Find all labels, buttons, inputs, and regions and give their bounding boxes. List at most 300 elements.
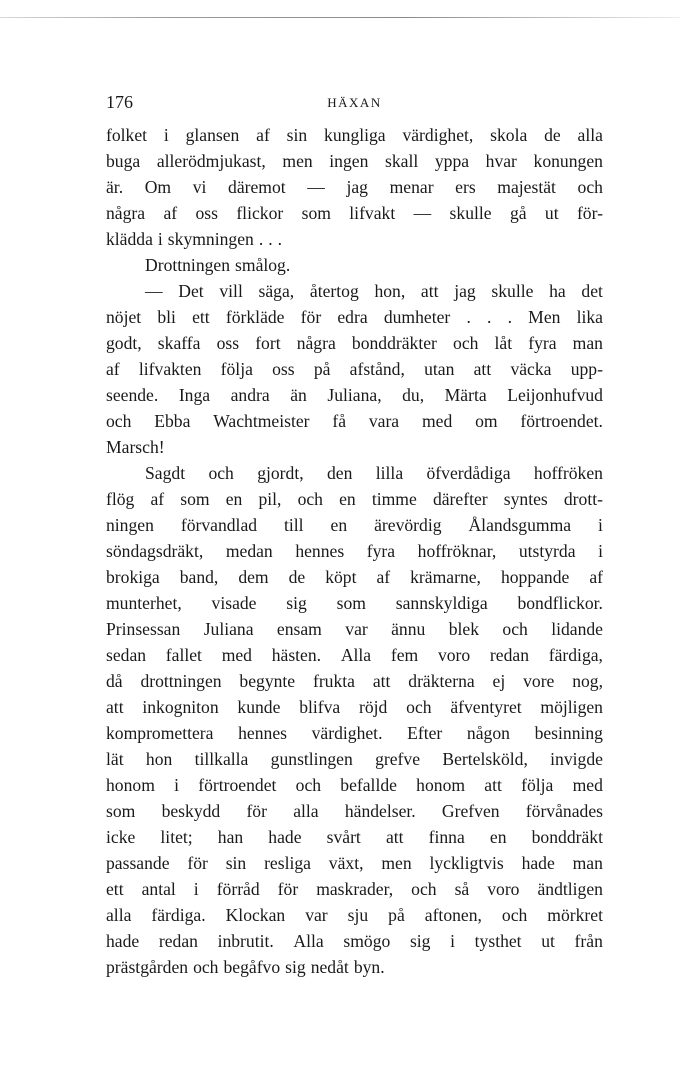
text-line [106,382,603,408]
word: och [406,697,432,717]
word: Klockan [225,905,286,925]
word: honom [106,775,155,795]
word: för- [576,203,603,223]
word: sin [225,853,247,873]
word: som [336,593,366,613]
word: en [489,827,507,847]
word: ut [544,203,559,223]
word: nedåt [310,957,349,977]
word: är. [106,177,124,197]
text-line [106,798,603,824]
word: utan [424,359,455,379]
word: alla [106,905,132,925]
word: och [295,775,322,795]
word: du, [402,385,425,405]
word: gunstlingen [270,749,353,769]
word: redan [489,645,529,665]
word: Bertelsköld, [442,749,528,769]
running-title: HÄXAN [327,95,382,110]
word: Sagdt [145,463,186,483]
word: färdiga. [151,905,206,925]
text-line [106,746,603,772]
word: maskrader, [316,879,394,899]
word: timme [371,489,417,509]
word: lidande [551,619,603,639]
word: hade [521,853,555,873]
word: sin [286,125,308,145]
word: då [106,671,123,691]
word: ningen [106,515,154,535]
word: förråd [216,879,260,899]
word: upp- [570,359,603,379]
word: Wachtmeister [213,411,310,431]
word: tysthet [474,931,522,951]
word: . [258,229,264,249]
word: krämarne, [410,567,481,587]
word: resliga [264,853,311,873]
word: beskydd [161,801,221,821]
word: var [345,619,368,639]
word: frukta [312,671,355,691]
word: nog, [572,671,603,691]
word: antal [141,879,176,899]
word: så [454,879,470,899]
word: alla [577,125,603,145]
word: voro [437,645,471,665]
body-text [106,122,603,980]
word: Efter [407,723,443,743]
word: bondflickor. [517,593,603,613]
word: växt, [328,853,364,873]
word: inbrutit. [217,931,274,951]
word: grefve [375,749,421,769]
text-line [106,174,603,200]
word: hennes [295,541,345,561]
word: att [473,359,492,379]
word: följa [521,775,554,795]
word: Alla [293,931,324,951]
word: och [208,463,234,483]
word: Inga [178,385,211,405]
word: fallet [165,645,202,665]
scan-edge-line [0,17,680,18]
word: från [574,931,603,951]
word: skulle [491,281,534,301]
word: värdighet. [311,723,383,743]
word: Märta [444,385,487,405]
word: skulle [449,203,492,223]
word: voro [487,879,520,899]
word: på [313,359,331,379]
text-line [106,590,603,616]
text-line [106,902,603,928]
word: yppa [434,151,470,171]
word: vill [219,281,243,301]
word: med [572,775,603,795]
word: sig [409,931,431,951]
word: följa [220,359,253,379]
word: munterhet, [106,593,182,613]
word: oss [272,359,295,379]
word: som [301,203,331,223]
word: hennes [238,723,287,743]
text-line [106,642,603,668]
word: kompromettera [106,723,214,743]
word: godt, [106,333,142,353]
word: förvånades [525,801,603,821]
word: hoffröknar, [417,541,497,561]
word: fem [390,645,419,665]
text-line [106,720,603,746]
word: syntes [503,489,548,509]
word: vara [368,411,400,431]
word: skaffa [157,333,201,353]
word: . [466,307,471,327]
word: af [163,203,178,223]
word: för [277,879,299,899]
word: vore [523,671,555,691]
word: att [106,697,124,717]
word: i [163,125,169,145]
word: ändtligen [537,879,603,899]
word: lifvakten [138,359,202,379]
word: och [577,177,603,197]
word: och [411,879,437,899]
word: låt [494,333,513,353]
word: till [284,515,304,535]
word: besinning [534,723,603,743]
word: — [413,203,432,223]
text-line [106,876,603,902]
word: honom [416,775,466,795]
word: klädda [106,229,153,249]
text-line [106,200,603,226]
word: med [221,645,252,665]
word: Prinsessan [106,619,181,639]
word: ha [549,281,566,301]
word: mörkret [547,905,603,925]
word: gå [509,203,527,223]
word: i [193,879,199,899]
word: men [282,151,313,171]
word: han [217,827,244,847]
word: och [501,905,528,925]
word: blifva [299,697,341,717]
text-line [106,434,603,460]
word: men [381,853,412,873]
word: hon [145,749,173,769]
word: ett [192,307,210,327]
word: brokiga [106,567,160,587]
word: att [484,775,502,795]
word: hästen. [271,645,322,665]
word: på [388,905,405,925]
word: och [502,619,528,639]
word: sannskyldiga [395,593,488,613]
word: — [307,177,325,197]
word: bonddräkter [351,333,437,353]
word: af [256,125,270,145]
text-line [106,252,603,278]
word: förtroendet. [520,411,603,431]
word: oss [216,333,240,353]
text-line [106,694,603,720]
word: en [330,515,348,535]
word: svårt [326,827,361,847]
word: befallde [340,775,397,795]
word: och [453,333,479,353]
word: möjligen [540,697,603,717]
text-line [106,122,603,148]
word: flickor [236,203,284,223]
word: och [193,957,219,977]
word: att [420,281,439,301]
word: skymningen [167,229,254,249]
word: och [297,489,323,509]
word: dem [238,567,269,587]
word: fyra [528,333,557,353]
word: glansen [185,125,240,145]
word: de [544,125,561,145]
word: Alla [340,645,372,665]
word: hvar [485,151,517,171]
word: man [572,853,603,873]
word: det [581,281,603,301]
word: att [372,671,391,691]
word: ensam [276,619,322,639]
word: ännu [391,619,426,639]
word: i [174,775,179,795]
word: hoffröken [533,463,603,483]
word: allerödmjukast, [156,151,266,171]
word: i [157,229,163,249]
word: lilla [375,463,404,483]
word: några [296,333,336,353]
word: smålog. [235,255,291,275]
word: ers [455,177,476,197]
word: Om [144,177,172,197]
word: andra [230,385,270,405]
word: Leijonhufvud [507,385,603,405]
word: smögo [343,931,391,951]
word: vi [192,177,207,197]
text-line [106,824,603,850]
word: i [598,515,603,535]
word: söndagsdräkt, [106,541,204,561]
word: pil, [258,489,282,509]
word: icke [106,827,136,847]
word: drottningen [140,671,222,691]
text-line [106,356,603,382]
word: ett [106,879,124,899]
word: tillkalla [194,749,249,769]
word: . [277,229,283,249]
text-line [106,928,603,954]
text-line [106,148,603,174]
word: man [572,333,603,353]
word: lifvakt [349,203,396,223]
word: Drottningen [145,255,231,275]
text-line [106,616,603,642]
word: den [327,463,353,483]
word: Ebba [154,411,191,431]
word: hade [268,827,302,847]
word: folket [106,125,148,145]
word: Juliana [203,619,254,639]
word: hoppande [500,567,570,587]
word: dräkterna [408,671,475,691]
text-line [106,408,603,434]
word: för [187,853,208,873]
word: kungliga [324,125,386,145]
word: därefter [432,489,488,509]
word: sig [286,593,307,613]
word: och [106,411,132,431]
text-line [106,512,603,538]
text-line [106,538,603,564]
word: sig [285,957,306,977]
word: af [589,567,603,587]
word: drott- [563,489,603,509]
word: köpt [325,567,357,587]
word: sedan [106,645,147,665]
word: oss [195,203,218,223]
word: som [180,489,210,509]
word: Ålandsgumma [468,515,572,535]
word: hon, [374,281,406,301]
word: säga, [258,281,295,301]
word: konungen [533,151,603,171]
word: inkogniton [142,697,219,717]
text-line [106,954,603,980]
text-line [106,330,603,356]
word: någon [466,723,510,743]
word: edra [337,307,368,327]
word: ärevördig [374,515,442,535]
word: en [339,489,356,509]
word: ej [492,671,506,691]
word: Men [528,307,561,327]
word: passande [106,853,170,873]
text-line [106,564,603,590]
word: kunde [237,697,281,717]
word: redan [158,931,198,951]
word: som [106,801,136,821]
word: röjd [359,697,388,717]
text-line [106,278,603,304]
word: ut [541,931,555,951]
word: medan [225,541,273,561]
word: lät [106,749,124,769]
word: gjordt, [257,463,304,483]
word: majestät [497,177,556,197]
word: dumheter [383,307,451,327]
word: buga [106,151,141,171]
word: förkläde [225,307,285,327]
text-line [106,668,603,694]
word: bonddräkt [531,827,603,847]
word: finna [428,827,465,847]
word: visade [211,593,257,613]
word: invigde [550,749,603,769]
word: än [290,385,307,405]
word: i [598,541,603,561]
word: några [106,203,146,223]
text-line [106,226,603,252]
word: äfventyret [450,697,522,717]
word: lyckligtvis [429,853,504,873]
page-number: 176 [106,92,133,112]
word: afstånd, [349,359,405,379]
word: bli [157,307,176,327]
word: flög [106,489,135,509]
text-line [106,850,603,876]
word: Det [178,281,204,301]
word: band, [179,567,219,587]
word: hade [106,931,140,951]
word: öfverdådiga [426,463,511,483]
word: var [305,905,328,925]
text-line [106,460,603,486]
word: med [421,411,453,431]
word: begåfvo [223,957,281,977]
word: få [332,411,347,431]
word: om [475,411,498,431]
word: prästgården [106,957,189,977]
word: förtroendet [198,775,277,795]
word: ingen [329,151,369,171]
word: återtog [309,281,359,301]
word: däremot [228,177,286,197]
word: jag [346,177,368,197]
word: blek [448,619,480,639]
text-line [106,304,603,330]
word: Juliana, [327,385,382,405]
word: nöjet [106,307,142,327]
word: . [268,229,273,249]
word: i [450,931,456,951]
word: Marsch! [106,437,165,457]
word: — [145,281,163,301]
word: för [246,801,267,821]
word: lika [576,307,603,327]
word: värdighet, [402,125,474,145]
word: begynte [239,671,296,691]
word: af [376,567,391,587]
word: af [150,489,165,509]
word: seende. [106,385,159,405]
word: menar [389,177,434,197]
word: en [225,489,243,509]
word: fyra [366,541,396,561]
word: färdiga, [548,645,603,665]
word: skola [490,125,528,145]
word: skall [385,151,419,171]
word: aftonen, [424,905,482,925]
word: de [288,567,306,587]
page-header [106,91,603,113]
word: byn. [353,957,385,977]
word: litet; [160,827,193,847]
word: förvandlad [180,515,258,535]
text-line [106,486,603,512]
word: fort [255,333,281,353]
word: jag [454,281,476,301]
word: sju [347,905,369,925]
word: . [507,307,512,327]
word: utstyrda [518,541,576,561]
word: alla [293,801,319,821]
